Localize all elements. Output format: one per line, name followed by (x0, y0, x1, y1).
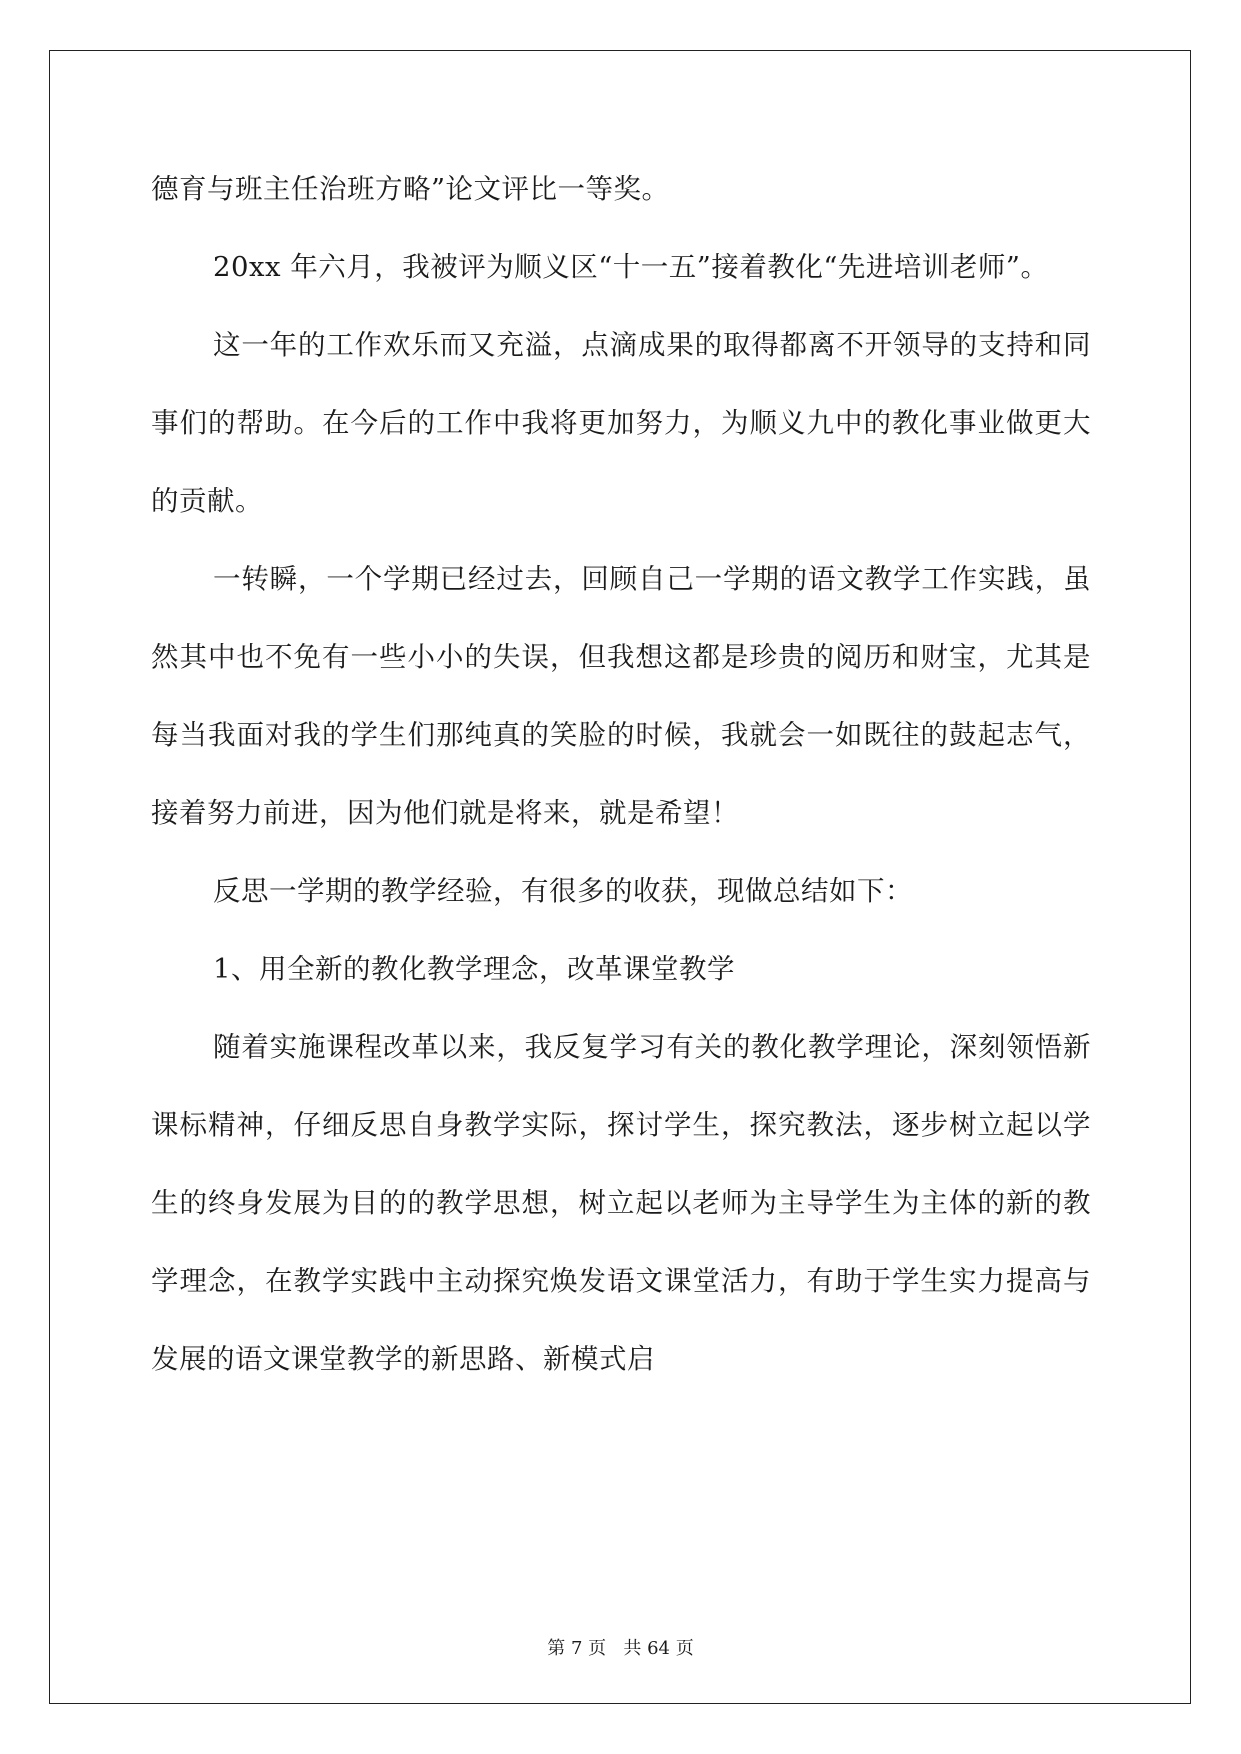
paragraph-2: 20xx 年六月，我被评为顺义区“十一五”接着教化“先进培训老师”。 (213, 251, 1049, 283)
paragraph-6: 随着实施课程改革以来，我反复学习有关的教化教学理论，深刻领悟新课标精神，仔细反思自身教学实际，探讨学生，探究教法，逐步树立起以学生的终身发展为目的的教学思想，树立起以老师为主导学生为主体的新的教学理念，在教学实践中主动探究焕发语文课堂活力，有助于学生实力提高与发展的语文课堂教学的新思路、新模式启 (151, 1031, 1091, 1375)
paragraph-1: 德育与班主任治班方略”论文评比一等奖。 (151, 173, 670, 205)
paragraph-4: 一转瞬，一个学期已经过去，回顾自己一学期的语文教学工作实践，虽然其中也不免有一些小小的失误，但我想这都是珍贵的阅历和财宝，尤其是每当我面对我的学生们那纯真的笑脸的时候，我就会一如既往的鼓起志气，接着努力前进，因为他们就是将来，就是希望！ (151, 563, 1091, 829)
paragraph-3: 这一年的工作欢乐而又充溢，点滴成果的取得都离不开领导的支持和同事们的帮助。在今后的工作中我将更加努力，为顺义九中的教化事业做更大的贡献。 (151, 329, 1091, 517)
page-footer (0, 1634, 1241, 1660)
page-number: 第 7 页 (547, 1638, 607, 1659)
section-heading-1: 1、用全新的教化教学理念，改革课堂教学 (213, 953, 735, 985)
page-total: 共 64 页 (623, 1638, 694, 1659)
document-body (151, 150, 1091, 1398)
paragraph-5: 反思一学期的教学经验，有很多的收获，现做总结如下： (213, 875, 913, 907)
